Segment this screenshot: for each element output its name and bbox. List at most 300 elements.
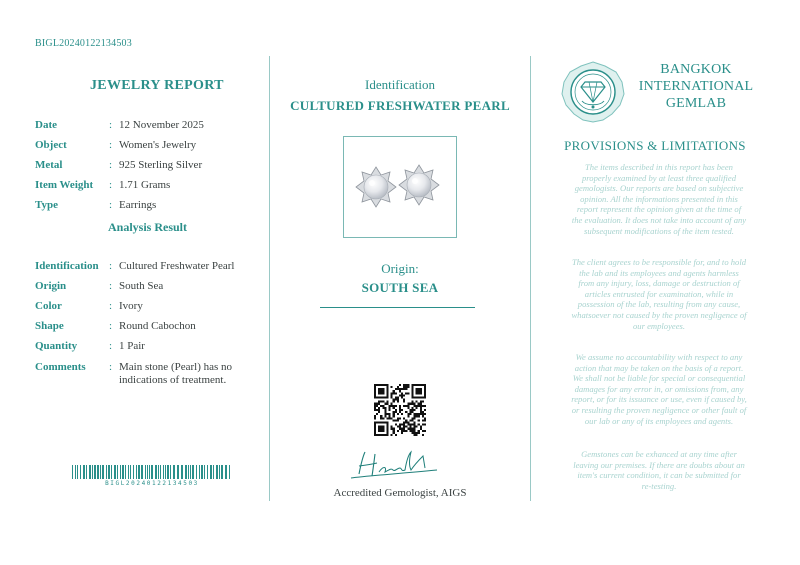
qr-module bbox=[386, 413, 388, 415]
qr-module bbox=[411, 403, 413, 405]
barcode-bar bbox=[160, 465, 161, 479]
qr-module bbox=[374, 405, 376, 407]
field-value: Earrings bbox=[119, 199, 157, 211]
field-label: Identification bbox=[35, 260, 99, 272]
qr-module bbox=[393, 405, 395, 407]
qr-module bbox=[386, 417, 388, 419]
qr-module bbox=[382, 417, 384, 419]
qr-module bbox=[391, 403, 393, 405]
field-label: Origin bbox=[35, 280, 67, 292]
barcode-bar bbox=[141, 465, 143, 479]
qr-module bbox=[382, 405, 384, 407]
gemologist-title: Accredited Gemologist, AIGS bbox=[333, 487, 467, 499]
qr-module bbox=[403, 417, 405, 419]
separator: : bbox=[109, 280, 113, 292]
qr-module bbox=[403, 428, 405, 430]
qr-module bbox=[397, 388, 399, 390]
qr-module bbox=[397, 401, 399, 403]
text-line: report, or for its issuance or use, even if caused by, bbox=[571, 394, 747, 405]
barcode-bar bbox=[225, 465, 227, 479]
qr-module bbox=[393, 392, 395, 394]
barcode-text: BIGL20240122134503 bbox=[105, 480, 199, 487]
text-line: report represent the opinion given at the time of bbox=[576, 204, 742, 215]
barcode-bar bbox=[173, 465, 175, 479]
qr-module bbox=[411, 409, 413, 411]
qr-module bbox=[397, 417, 399, 419]
provisions-paragraph-2 bbox=[548, 257, 770, 331]
qr-module bbox=[376, 409, 378, 411]
qr-module bbox=[416, 426, 418, 428]
qr-module bbox=[403, 424, 405, 426]
lab-name-line: INTERNATIONAL bbox=[638, 79, 754, 94]
origin-label: Origin: bbox=[381, 261, 419, 276]
qr-module bbox=[414, 409, 416, 411]
field-label: Comments bbox=[35, 361, 86, 373]
qr-module bbox=[414, 415, 416, 417]
qr-module bbox=[399, 384, 401, 386]
qr-module bbox=[376, 405, 378, 407]
qr-module bbox=[422, 434, 424, 436]
field-label: Color bbox=[35, 300, 62, 312]
qr-module bbox=[424, 419, 426, 421]
qr-module bbox=[405, 405, 407, 407]
field-value: Ivory bbox=[119, 300, 143, 312]
qr-module bbox=[403, 399, 405, 401]
qr-module bbox=[393, 399, 395, 401]
field-label: Quantity bbox=[35, 340, 78, 352]
qr-module bbox=[422, 419, 424, 421]
barcode-bar bbox=[151, 465, 153, 479]
analysis-title: Analysis Result bbox=[108, 220, 188, 234]
separator: : bbox=[109, 139, 113, 151]
qr-module bbox=[378, 409, 380, 411]
qr-module bbox=[399, 424, 401, 426]
separator: : bbox=[109, 119, 113, 131]
qr-module bbox=[420, 411, 422, 413]
qr-module bbox=[399, 388, 401, 390]
barcode-bar bbox=[165, 465, 166, 479]
qr-module bbox=[420, 428, 422, 430]
provisions-paragraph-1 bbox=[548, 162, 770, 236]
field-value: 1 Pair bbox=[119, 340, 145, 352]
qr-module bbox=[401, 428, 403, 430]
qr-module bbox=[403, 426, 405, 428]
qr-module bbox=[391, 392, 393, 394]
barcode-bar bbox=[145, 465, 146, 479]
qr-module bbox=[416, 432, 418, 434]
qr-module bbox=[414, 424, 416, 426]
qr-module bbox=[386, 403, 388, 405]
qr-module bbox=[414, 434, 416, 436]
qr-module bbox=[378, 411, 380, 413]
barcode-bar bbox=[213, 465, 214, 479]
qr-module bbox=[399, 407, 401, 409]
barcode-bar bbox=[114, 465, 116, 479]
qr-module bbox=[378, 388, 384, 394]
qr-module bbox=[422, 424, 424, 426]
barcode-bar bbox=[86, 465, 87, 479]
gemologist-signature bbox=[345, 448, 445, 486]
qr-module bbox=[389, 407, 391, 409]
barcode-bar bbox=[89, 465, 91, 479]
lab-logo-icon bbox=[558, 60, 628, 124]
barcode-bar bbox=[133, 465, 134, 479]
barcode-bar bbox=[199, 465, 200, 479]
qr-module bbox=[395, 424, 397, 426]
text-line: damages for any error in, or omissions from, any bbox=[574, 383, 744, 394]
qr-module bbox=[420, 409, 422, 411]
field-value: Cultured Freshwater Pearl bbox=[119, 260, 235, 272]
qr-module bbox=[420, 407, 422, 409]
qr-module bbox=[401, 396, 403, 398]
qr-module bbox=[411, 417, 413, 419]
origin-value: SOUTH SEA bbox=[361, 280, 439, 295]
qr-module bbox=[384, 415, 386, 417]
qr-module bbox=[418, 415, 420, 417]
barcode-bar bbox=[117, 465, 118, 479]
field-value: 1.71 Grams bbox=[119, 179, 171, 191]
qr-module bbox=[391, 386, 393, 388]
qr-module bbox=[407, 386, 409, 388]
barcode-bar bbox=[196, 465, 197, 479]
qr-module bbox=[401, 394, 403, 396]
qr-module bbox=[416, 415, 418, 417]
qr-module bbox=[380, 417, 382, 419]
qr-module bbox=[409, 428, 411, 430]
text-line: subsequent modifications of the item tested. bbox=[584, 225, 734, 236]
field-value: 12 November 2025 bbox=[119, 119, 204, 131]
qr-module bbox=[405, 384, 407, 386]
barcode-bar bbox=[130, 465, 131, 479]
qr-module bbox=[389, 409, 391, 411]
qr-module bbox=[401, 432, 403, 434]
separator: : bbox=[109, 159, 113, 171]
qr-module bbox=[424, 413, 426, 415]
field-value: Round Cabochon bbox=[119, 320, 196, 332]
text-line: the evaluation. It does not take into account of any bbox=[571, 214, 747, 225]
barcode-bar bbox=[190, 465, 191, 479]
qr-module bbox=[395, 434, 397, 436]
qr-module bbox=[391, 396, 393, 398]
field-label: Type bbox=[35, 199, 59, 211]
field-label: Item Weight bbox=[35, 179, 94, 191]
qr-module bbox=[395, 392, 397, 394]
qr-module bbox=[403, 394, 405, 396]
text-line: or resulting the proven negligence or other fault of bbox=[571, 404, 747, 415]
barcode-bar bbox=[201, 465, 203, 479]
qr-module bbox=[405, 426, 407, 428]
qr-module bbox=[409, 409, 411, 411]
qr-module bbox=[393, 407, 395, 409]
barcode-bar bbox=[163, 465, 164, 479]
qr-module bbox=[384, 411, 386, 413]
qr-module bbox=[422, 415, 424, 417]
qr-module bbox=[399, 417, 401, 419]
qr-module bbox=[393, 430, 395, 432]
qr-module bbox=[374, 403, 376, 405]
qr-module bbox=[407, 413, 409, 415]
divider-left bbox=[269, 56, 270, 501]
qr-module bbox=[411, 407, 413, 409]
separator: : bbox=[109, 340, 113, 352]
barcode-bar bbox=[219, 465, 220, 479]
qr-module bbox=[407, 421, 409, 423]
qr-module bbox=[389, 413, 391, 415]
text-line: the lab and its employees and agents harmless bbox=[579, 267, 739, 278]
barcode-bar bbox=[155, 465, 157, 479]
qr-module bbox=[409, 413, 411, 415]
earring-right bbox=[399, 165, 439, 205]
qr-module bbox=[399, 428, 401, 430]
qr-module bbox=[384, 403, 386, 405]
qr-module bbox=[403, 386, 405, 388]
separator: : bbox=[109, 199, 113, 211]
qr-module bbox=[382, 407, 384, 409]
qr-module bbox=[416, 405, 418, 407]
qr-module bbox=[407, 403, 409, 405]
qr-module bbox=[374, 409, 376, 411]
qr-module bbox=[401, 392, 403, 394]
barcode-bar bbox=[83, 465, 85, 479]
lab-name-line: BANGKOK bbox=[660, 62, 732, 77]
text-line: whatsoever not caused by the proven negligence of bbox=[571, 309, 747, 320]
qr-module bbox=[401, 388, 403, 390]
earring-left bbox=[356, 167, 396, 207]
qr-module bbox=[405, 421, 407, 423]
qr-module bbox=[422, 413, 424, 415]
qr-module bbox=[384, 409, 386, 411]
qr-module bbox=[424, 409, 426, 411]
qr-module bbox=[424, 405, 426, 407]
qr-module bbox=[391, 394, 393, 396]
barcode-bar bbox=[138, 465, 140, 479]
barcode-bar bbox=[77, 465, 78, 479]
qr-module bbox=[389, 415, 391, 417]
provisions-title: PROVISIONS & LIMITATIONS bbox=[564, 138, 746, 153]
qr-module bbox=[422, 411, 424, 413]
qr-module bbox=[393, 390, 395, 392]
qr-module bbox=[407, 428, 409, 430]
qr-module bbox=[393, 413, 395, 415]
qr-module bbox=[395, 411, 397, 413]
qr-module bbox=[395, 405, 397, 407]
separator: : bbox=[109, 320, 113, 332]
qr-module bbox=[422, 401, 424, 403]
separator: : bbox=[109, 260, 113, 272]
qr-module bbox=[401, 430, 403, 432]
barcode-bar bbox=[185, 465, 187, 479]
barcode-bar bbox=[192, 465, 194, 479]
field-value: Women's Jewelry bbox=[119, 139, 197, 151]
qr-module bbox=[411, 428, 413, 430]
qr-module bbox=[380, 405, 382, 407]
qr-module bbox=[399, 409, 401, 411]
qr-module bbox=[407, 405, 409, 407]
qr-module bbox=[401, 424, 403, 426]
qr-module bbox=[403, 401, 405, 403]
qr-module bbox=[418, 432, 420, 434]
qr-module bbox=[395, 388, 397, 390]
qr-module bbox=[405, 419, 407, 421]
qr-module bbox=[403, 430, 405, 432]
qr-module bbox=[393, 415, 395, 417]
qr-module bbox=[420, 405, 422, 407]
qr-module bbox=[405, 386, 407, 388]
qr-module bbox=[401, 413, 403, 415]
qr-module bbox=[393, 419, 395, 421]
qr-module bbox=[418, 413, 420, 415]
barcode-bar bbox=[128, 465, 129, 479]
identification-label: Identification bbox=[364, 77, 436, 92]
text-line: gemologists. Our reports are based on subjective bbox=[574, 183, 744, 194]
qr-module bbox=[424, 430, 426, 432]
qr-module bbox=[418, 403, 420, 405]
qr-module bbox=[424, 417, 426, 419]
qr-module bbox=[397, 430, 399, 432]
qr-module bbox=[405, 430, 407, 432]
barcode-bar bbox=[149, 465, 150, 479]
qr-module bbox=[403, 384, 405, 386]
qr-module bbox=[384, 407, 386, 409]
barcode-bar bbox=[177, 465, 179, 479]
barcode-bar bbox=[181, 465, 183, 479]
qr-module bbox=[418, 405, 420, 407]
qr-module bbox=[420, 413, 422, 415]
qr-module bbox=[389, 405, 391, 407]
qr-module bbox=[420, 403, 422, 405]
qr-module bbox=[391, 405, 393, 407]
qr-module bbox=[378, 426, 384, 432]
qr-module bbox=[405, 388, 407, 390]
barcode-bar bbox=[210, 465, 212, 479]
provisions-paragraph-4 bbox=[548, 449, 770, 491]
qr-module bbox=[391, 434, 393, 436]
qr-module bbox=[416, 413, 418, 415]
qr-module bbox=[378, 401, 380, 403]
qr-module bbox=[422, 405, 424, 407]
report-id: BIGL20240122134503 bbox=[35, 38, 132, 49]
qr-code bbox=[374, 384, 426, 436]
text-line: We assume no accountability with respect to any bbox=[575, 352, 743, 362]
field-value-line1: Main stone (Pearl) has no bbox=[119, 361, 233, 373]
barcode-bar bbox=[136, 465, 137, 479]
qr-module bbox=[376, 413, 378, 415]
text-line: from any injury, loss, damage or destruction of bbox=[578, 278, 740, 289]
qr-module bbox=[397, 386, 399, 388]
identification-value: CULTURED FRESHWATER PEARL bbox=[290, 98, 510, 113]
qr-module bbox=[399, 426, 401, 428]
barcode-bar bbox=[80, 465, 81, 479]
barcode-bar bbox=[106, 465, 107, 479]
text-line: We shall not be liable for special or consequential bbox=[572, 373, 746, 384]
qr-module bbox=[414, 405, 416, 407]
barcode-bar bbox=[100, 465, 101, 479]
qr-module bbox=[411, 424, 413, 426]
qr-module bbox=[391, 417, 393, 419]
lab-name-line: GEMLAB bbox=[665, 96, 727, 111]
qr-module bbox=[397, 413, 399, 415]
qr-module bbox=[374, 417, 376, 419]
qr-module bbox=[416, 407, 418, 409]
divider-right bbox=[530, 56, 531, 501]
qr-module bbox=[407, 424, 409, 426]
barcode-bar bbox=[125, 465, 126, 479]
qr-module bbox=[414, 417, 416, 419]
qr-module bbox=[395, 396, 397, 398]
qr-module bbox=[378, 407, 380, 409]
qr-module bbox=[403, 405, 405, 407]
text-line: properly examined by at least three qualified bbox=[581, 172, 736, 183]
qr-module bbox=[393, 401, 395, 403]
qr-module bbox=[414, 426, 416, 428]
barcode-bar bbox=[72, 465, 73, 479]
barcode-bar bbox=[122, 465, 124, 479]
qr-module bbox=[414, 421, 416, 423]
qr-module bbox=[418, 430, 420, 432]
origin-underline bbox=[320, 307, 475, 308]
barcode-bar bbox=[102, 465, 104, 479]
product-photo bbox=[343, 136, 457, 238]
qr-module bbox=[399, 394, 401, 396]
qr-module bbox=[397, 399, 399, 401]
qr-module bbox=[397, 419, 399, 421]
report-title: JEWELRY REPORT bbox=[90, 78, 224, 93]
text-line: our employees. bbox=[632, 320, 686, 331]
barcode-bar bbox=[147, 465, 148, 479]
qr-module bbox=[403, 388, 405, 390]
barcode-bar bbox=[221, 465, 223, 479]
qr-module bbox=[411, 432, 413, 434]
qr-module bbox=[416, 434, 418, 436]
qr-module bbox=[399, 390, 401, 392]
qr-module bbox=[405, 392, 407, 394]
qr-module bbox=[418, 419, 420, 421]
separator: : bbox=[109, 300, 113, 312]
barcode-bar bbox=[158, 465, 159, 479]
text-line: item's current condition, it can be submitted for bbox=[577, 470, 741, 481]
text-line: articles entrusted for examination, while in bbox=[584, 288, 734, 299]
qr-module bbox=[380, 415, 382, 417]
barcode-bar bbox=[108, 465, 110, 479]
qr-module bbox=[374, 415, 376, 417]
text-line: action that may be taken on the basis of a report. bbox=[574, 362, 744, 373]
qr-module bbox=[407, 392, 409, 394]
qr-module bbox=[397, 396, 399, 398]
qr-module bbox=[380, 401, 382, 403]
barcode-bar bbox=[75, 465, 76, 479]
qr-module bbox=[401, 409, 403, 411]
qr-module bbox=[395, 409, 397, 411]
qr-module bbox=[411, 419, 413, 421]
field-label: Date bbox=[35, 119, 57, 131]
field-value: South Sea bbox=[119, 280, 164, 292]
separator: : bbox=[109, 179, 113, 191]
barcode-bar bbox=[92, 465, 93, 479]
barcode-bar bbox=[229, 465, 230, 479]
qr-module bbox=[376, 403, 378, 405]
text-line: leaving our premises. If there are doubts about an bbox=[573, 459, 745, 470]
text-line: The items described in this report has been bbox=[585, 162, 733, 172]
barcode-bar bbox=[204, 465, 205, 479]
qr-module bbox=[391, 426, 393, 428]
qr-module bbox=[374, 407, 376, 409]
field-label: Shape bbox=[35, 320, 64, 332]
qr-module bbox=[411, 430, 413, 432]
qr-module bbox=[378, 403, 380, 405]
qr-module bbox=[414, 413, 416, 415]
qr-module bbox=[409, 403, 411, 405]
qr-module bbox=[397, 426, 399, 428]
